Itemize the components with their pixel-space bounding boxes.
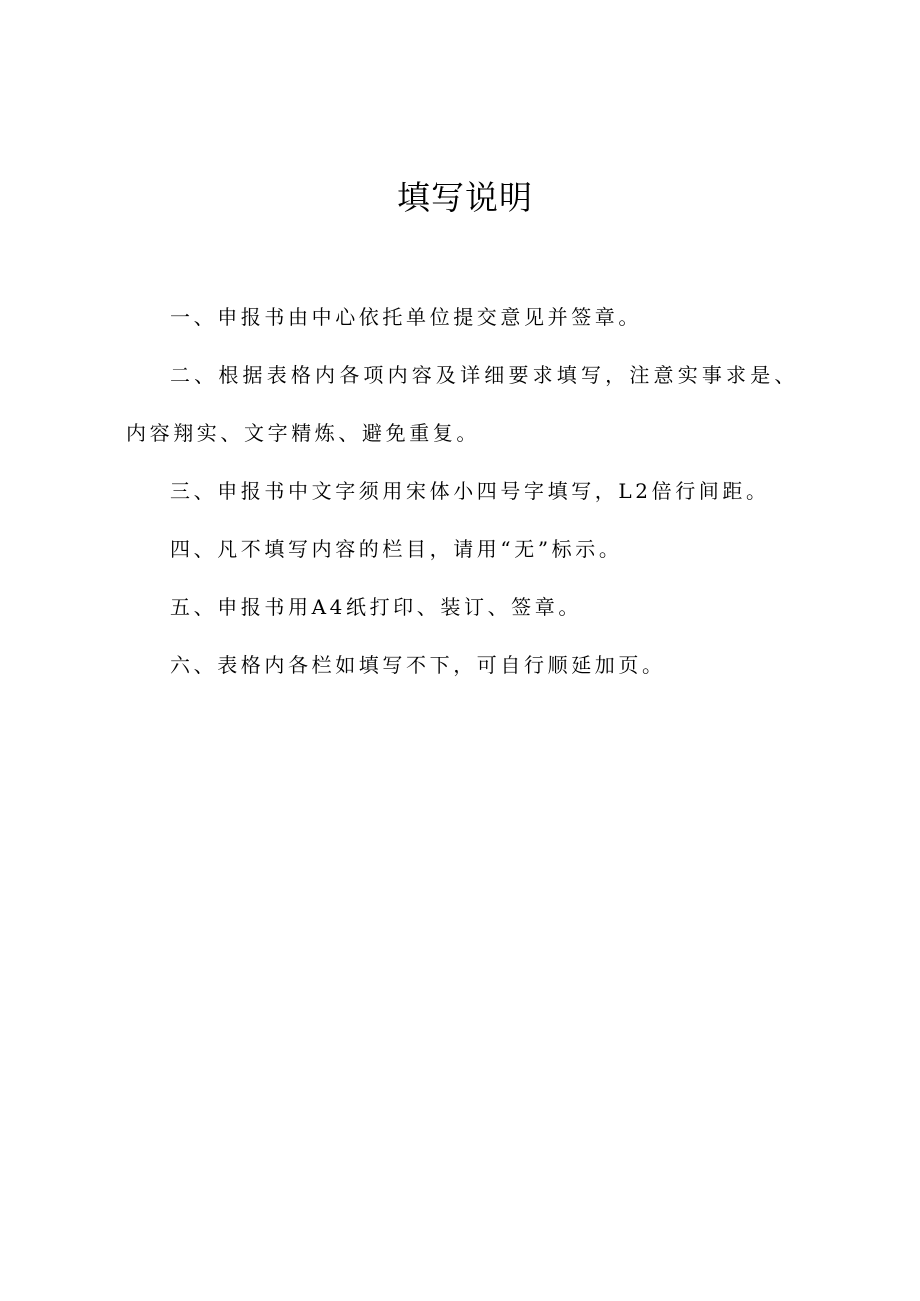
instruction-item-3: 三、申报书中文字须用宋体小四号字填写，L2倍行间距。 bbox=[170, 479, 770, 503]
instruction-item-2: 二、根据表格内各项内容及详细要求填写，注意实事求是、内容翔实、文字精炼、避免重复。 bbox=[126, 363, 798, 445]
instruction-item-6: 六、表格内各栏如填写不下，可自行顺延加页。 bbox=[170, 653, 666, 677]
page-title: 填写说明 bbox=[397, 178, 533, 217]
instruction-item-1: 一、申报书由中心依托单位提交意见并签章。 bbox=[170, 305, 642, 329]
instructions-list bbox=[126, 288, 798, 694]
instruction-item-4: 四、凡不填写内容的栏目，请用“无”标示。 bbox=[170, 537, 623, 561]
instruction-item-5: 五、申报书用A4纸打印、装订、签章。 bbox=[170, 595, 582, 619]
